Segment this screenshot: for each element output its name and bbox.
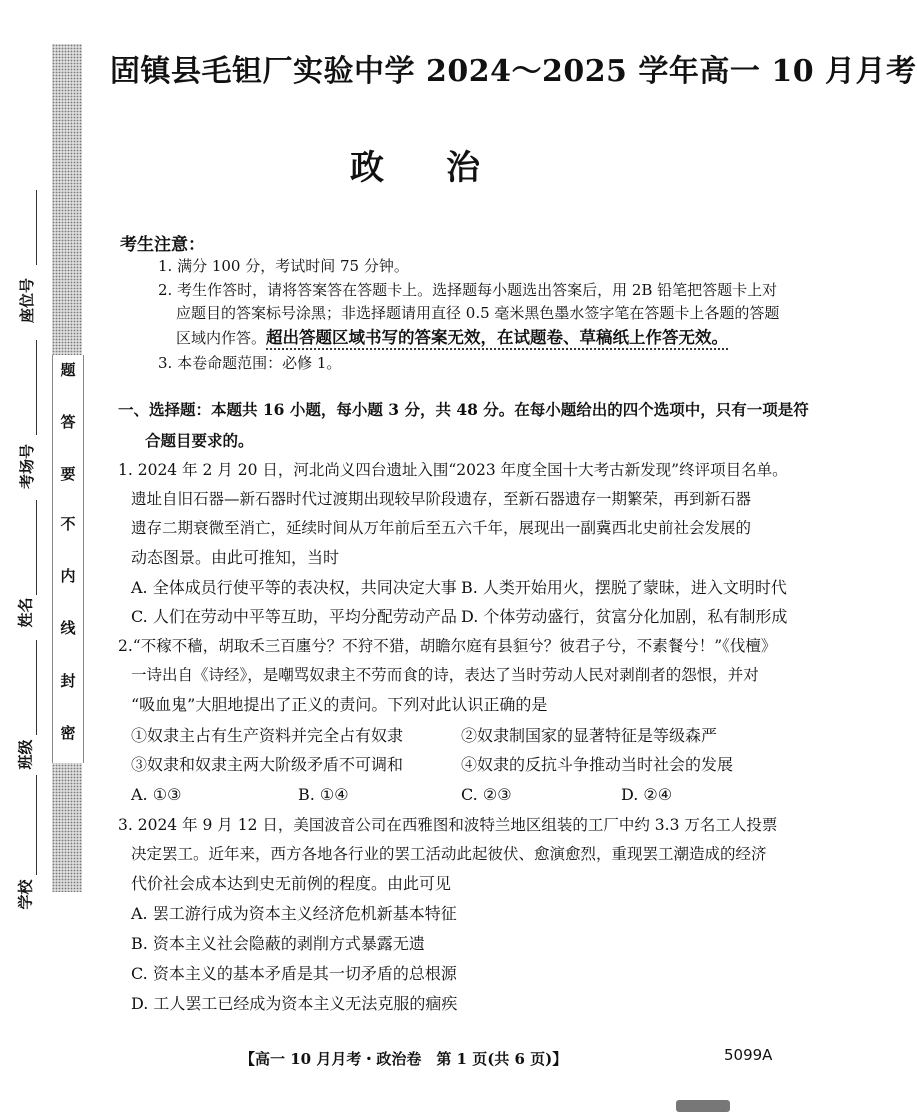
- seal-warning-char: 题: [60, 361, 76, 379]
- q1-option-d: D. 个体劳动盛行，贫富分化加剧，私有制形成: [461, 607, 788, 626]
- q3-stem-line-1: 3. 2024 年 9 月 12 日，美国波音公司在西雅图和波特兰地区组装的工厂中约 3.3 万名工人投票: [118, 816, 778, 834]
- room-number-label: 考场号: [18, 443, 37, 490]
- seal-warning-char: 线: [60, 619, 76, 637]
- q2-statement-1: ①奴隶主占有生产资料并完全占有奴隶: [131, 726, 404, 745]
- q1-stem-line-3: 遗存二期衰微至消亡，延续时间从万年前后至五六千年，展现出一副冀西北史前社会发展的: [131, 519, 752, 537]
- seat-number-label: 座位号: [18, 277, 37, 324]
- q1-stem-line-4: 动态图景。由此可推知，当时: [131, 548, 340, 567]
- notice-item-2-plain: 区域内作答。: [176, 329, 267, 347]
- seal-warning-char: 不: [60, 515, 76, 533]
- notice-item-3: 3. 本卷命题范围：必修 1。: [158, 354, 342, 372]
- q3-option-d: D. 工人罢工已经成为资本主义无法克服的痼疾: [131, 994, 458, 1013]
- q2-option-c: C. ②③: [461, 785, 512, 804]
- school-line: [36, 775, 37, 875]
- q2-option-d: D. ②④: [621, 785, 673, 804]
- class-label: 班级: [16, 739, 35, 770]
- q1-option-b: B. 人类开始用火，摆脱了蒙昧，进入文明时代: [461, 578, 787, 597]
- q1-option-c: C. 人们在劳动中平等互助，平均分配劳动产品: [131, 607, 457, 626]
- q3-option-b: B. 资本主义社会隐蔽的剥削方式暴露无遗: [131, 934, 425, 953]
- q1-stem-line-2: 遗址自旧石器—新石器时代过渡期出现较早阶段遗存，至新石器遗存一期繁荣，再到新石器: [131, 490, 752, 508]
- q2-statement-3: ③奴隶和奴隶主两大阶级矛盾不可调和: [131, 755, 404, 774]
- notice-item-2-line-3: [176, 330, 728, 347]
- section-heading-line-2: 合题目要求的。: [145, 431, 254, 450]
- section-heading-line-1: 一、选择题：本题共 16 小题，每小题 3 分，共 48 分。在每小题给出的四个选项中，只有一项是符: [118, 400, 809, 419]
- page-footer: 【高一 10 月月考・政治卷 第 1 页(共 6 页)】: [240, 1050, 568, 1068]
- seal-warning-char: 封: [60, 672, 76, 690]
- scan-smudge: [676, 1100, 730, 1112]
- seal-line-warning: [52, 355, 84, 763]
- seal-warning-char: 要: [60, 465, 76, 483]
- q1-option-a: A. 全体成员行使平等的表决权，共同决定大事: [131, 578, 457, 597]
- name-label: 姓名: [16, 597, 35, 628]
- room-number-line: [36, 340, 37, 435]
- notice-item-1: 1. 满分 100 分，考试时间 75 分钟。: [158, 257, 409, 275]
- q1-stem-line-1: 1. 2024 年 2 月 20 日，河北尚义四台遗址入围“2023 年度全国十大考古新发现”终评项目名单。: [118, 461, 788, 479]
- seal-warning-char: 密: [60, 724, 76, 742]
- q2-statement-4: ④奴隶的反抗斗争推动当时社会的发展: [461, 755, 734, 774]
- notice-heading: 考生注意：: [120, 235, 205, 255]
- notice-item-2-line-1: 2. 考生作答时，请将答案答在答题卡上。选择题每小题选出答案后，用 2B 铅笔把答题卡上对: [158, 281, 778, 299]
- q3-stem-line-2: 决定罢工。近年来，西方各地各行业的罢工活动此起彼伏、愈演愈烈，重现罢工潮造成的经济: [131, 845, 767, 863]
- q2-option-b: B. ①④: [298, 785, 349, 804]
- notice-item-2-emphasis: 超出答题区域书写的答案无效，在试题卷、草稿纸上作答无效。: [266, 328, 729, 347]
- notice-item-2-line-2: 应题目的答案标号涂黑；非选择题请用直径 0.5 毫米黑色墨水签字笔在答题卡上各题的答题: [176, 304, 780, 322]
- q3-stem-line-3: 代价社会成本达到史无前例的程度。由此可见: [131, 874, 452, 893]
- subject-title: 政治: [350, 148, 542, 188]
- seal-warning-char: 内: [60, 567, 76, 585]
- q2-statement-2: ②奴隶制国家的显著特征是等级森严: [461, 726, 718, 745]
- q2-stem-line-1: 2.“不稼不穑，胡取禾三百廛兮？不狩不猎，胡瞻尔庭有县貆兮？彼君子兮，不素餐兮！”《伐檀》: [118, 637, 777, 655]
- paper-code: 5099A: [724, 1046, 773, 1064]
- q2-option-a: A. ①③: [131, 785, 182, 804]
- q3-option-a: A. 罢工游行成为资本主义经济危机新基本特征: [131, 904, 457, 923]
- name-line: [36, 500, 37, 595]
- school-label: 学校: [16, 879, 35, 910]
- exam-title: 固镇县毛钽厂实验中学 2024～2025 学年高一 10 月月考: [110, 54, 917, 89]
- seal-warning-char: 答: [60, 413, 76, 431]
- class-line: [36, 640, 37, 735]
- q3-option-c: C. 资本主义的基本矛盾是其一切矛盾的总根源: [131, 964, 457, 983]
- q2-stem-line-2: 一诗出自《诗经》，是嘲骂奴隶主不劳而食的诗，表达了当时劳动人民对剥削者的怨恨，并对: [131, 666, 759, 684]
- q2-stem-line-3: “吸血鬼”大胆地提出了正义的责问。下列对此认识正确的是: [131, 695, 548, 714]
- seat-number-line: [36, 190, 37, 265]
